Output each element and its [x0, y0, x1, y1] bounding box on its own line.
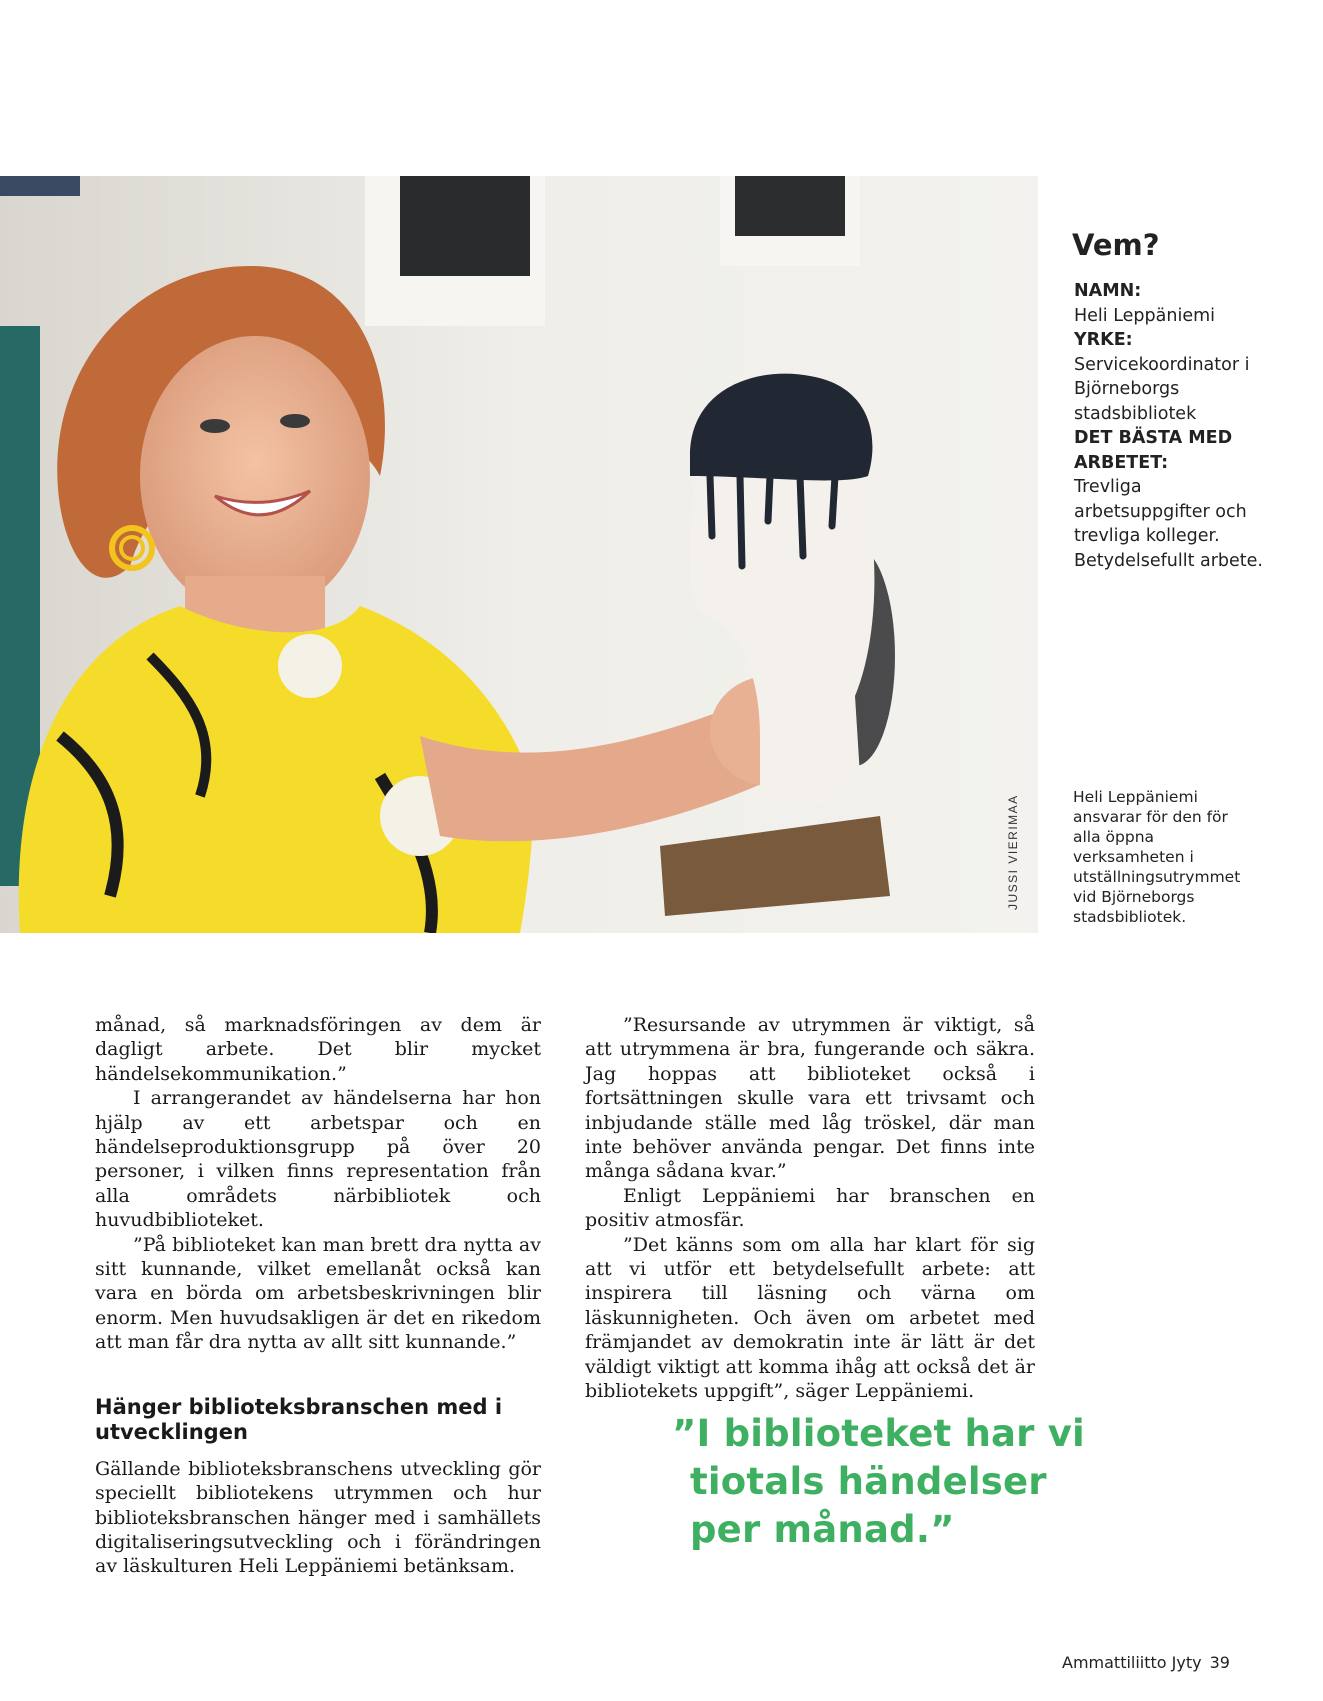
profile-box: [1074, 279, 1274, 573]
profile-label-name: NAMN:: [1074, 281, 1142, 301]
article-column-1: [95, 1013, 541, 1579]
paragraph: ”Det känns som om alla har klart för sig att vi utför ett betydelsefullt arbete: att inspirera till läsning och värna om läskunnigheten. Och även om arbetet med främjandet av demokratin inte är lätt är det väldigt viktigt att komma ihåg att också det är bibliotekets uppgift”, säger Leppäniemi.: [585, 1233, 1035, 1403]
profile-label-occupation: YRKE:: [1074, 330, 1133, 350]
profile-value-best: Trevliga arbetsuppgifter och trevliga kolleger. Betydelsefullt arbete.: [1074, 477, 1263, 571]
pull-quote-line: per månad.”: [690, 1508, 955, 1551]
sidebar-title: Vem?: [1072, 228, 1160, 262]
paragraph: ”På biblioteket kan man brett dra nytta av sitt kunnande, vilket emellanåt också kan vara en börda om arbetsbeskrivningen blir enorm. Men huvudsakligen är det en rikedom att man får dra nytta av allt sitt kunnande.”: [95, 1233, 541, 1354]
paragraph: Gällande biblioteksbranschens utveckling gör speciellt bibliotekens utrymmen och hur biblioteksbranschen hänger med i samhällets digitaliseringsutveckling och i förändringen av läskulturen Heli Leppäniemi betänksam.: [95, 1457, 541, 1578]
portrait-photo: [0, 176, 1038, 933]
pull-quote-line: ”I biblioteket har vi: [672, 1412, 1085, 1455]
photo-caption: Heli Leppäniemi ansvarar för den för alla öppna verksamheten i utställningsutrymmet vid Björneborgs stadsbibliotek.: [1073, 788, 1241, 926]
section-heading: Hänger biblioteksbranschen med i utvecklingen: [95, 1394, 503, 1444]
page-footer: [1062, 1653, 1230, 1672]
profile-label-best: DET BÄSTA MED ARBETET:: [1074, 428, 1233, 473]
pull-quote-line: tiotals händelser: [690, 1460, 1047, 1503]
portrait-illustration: [0, 176, 1038, 933]
profile-value-occupation: Servicekoordinator i Björneborgs stadsbibliotek: [1074, 354, 1250, 424]
paragraph: månad, så marknadsföringen av dem är dagligt arbete. Det blir mycket händelsekommunikation.”: [95, 1014, 541, 1085]
profile-value-name: Heli Leppäniemi: [1074, 305, 1215, 326]
paragraph: Enligt Leppäniemi har branschen en positiv atmosfär.: [585, 1184, 1035, 1232]
publication-name: Ammattiliitto Jyty: [1062, 1653, 1202, 1672]
article-column-2: [585, 1013, 1035, 1404]
page-number: 39: [1209, 1653, 1230, 1672]
pull-quote: [672, 1410, 1085, 1554]
paragraph: I arrangerandet av händelserna har hon hjälp av ett arbetspar och en händelseproduktionsgrupp på över 20 personer, i vilken finns representation från alla områdets närbibliotek och huvudbiblioteket.: [95, 1087, 541, 1232]
paragraph: ”Resursande av utrymmen är viktigt, så att utrymmena är bra, fungerande och säkra. Jag hoppas att biblioteket också i fortsättningen skulle vara ett trivsamt och inbjudande ställe med låg tröskel, där man inte behöver använda pengar. Det finns inte många sådana kvar.”: [585, 1014, 1035, 1183]
photo-credit: JUSSI VIERIMAA: [1006, 794, 1020, 910]
